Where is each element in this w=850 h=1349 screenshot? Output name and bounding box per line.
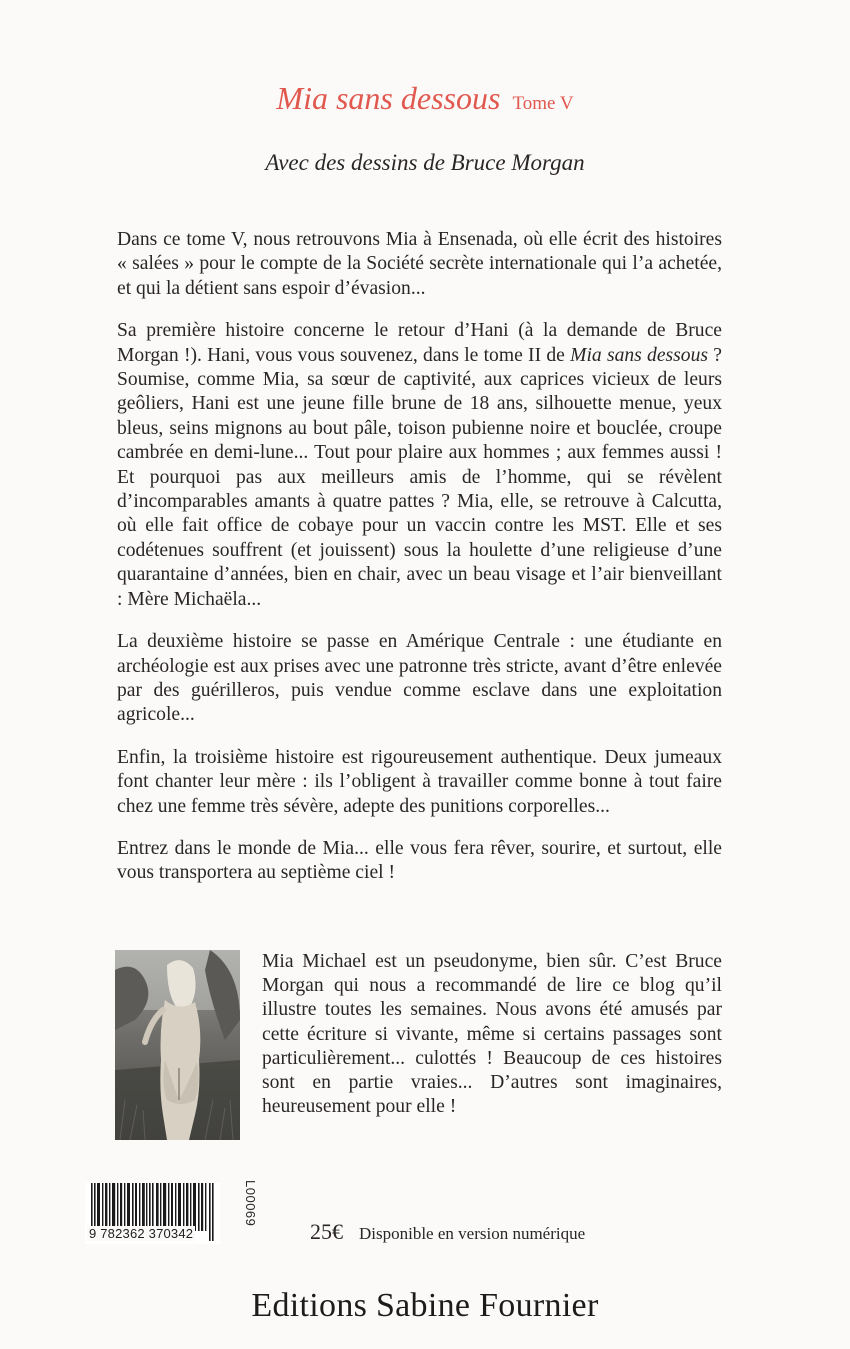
blurb (117, 228, 722, 904)
price-row (310, 1219, 585, 1245)
subtitle: Avec des dessins de Bruce Morgan (265, 150, 585, 175)
price: 25€ (310, 1219, 343, 1244)
paragraph-2-start: Sa première histoire concerne le retour d’Hani (à la demande de Bruce Morgan !). Hani, vous vous souvenez, dans le tome II de (117, 320, 722, 366)
author-photo (115, 950, 240, 1140)
paragraph-2-end: ? Soumise, comme Mia, sa sœur de captivité, aux caprices vicieux de leurs geôliers, Hani est une jeune fille brune de 18 ans, silhouette menue, yeux bleus, seins mignons au bout pâle, toison pubienne noire et bouclée, croupe cambrée en demi-lune... Tout pour plaire aux hommes ; aux femmes aussi ! Et pourquoi pas aux meilleurs amis de l’homme, qui se révèlent d’incomparables amants à quatre pattes ? Mia, elle, se retrouve à Calcutta, où elle fait office de cobaye pour un vaccin contre les MST. Elle et ses codétenues souffrent (et jouissent) sous la houlette d’une religieuse d’une quarantaine d’années, bien en chair, avec un beau visage et l’air bienveillant : Mère Michaëla... (117, 344, 722, 610)
tome-label: Tome V (512, 93, 574, 114)
paragraph-2-title: Mia sans dessous (570, 344, 709, 366)
paragraph-3: La deuxième histoire se passe en Amérique Centrale : une étudiante en archéologie est aux prises avec une patronne très stricte, avant d’être enlevée par des guérilleros, puis vendue comme esclave dans une exploitation agricole... (117, 631, 722, 726)
author-bio: Mia Michael est un pseudonyme, bien sûr. C’est Bruce Morgan qui nous a recommandé de lire ce blog qu’il illustre toutes les semaines. Nous avons été amusés par cette écriture si vivante, même si certains passages sont particulièrement... culottés ! Beaucoup de ces histoires sont en partie vraies... D’autres sont imaginaires, heureusement pour elle ! (262, 951, 722, 1118)
paragraph-4: Enfin, la troisième histoire est rigoureusement authentique. Deux jumeaux font chanter leur mère : ils l’obligent à travailler comme bonne à tout faire chez une femme très sévère, adepte des punitions corporelles... (117, 746, 722, 817)
vertical-code: L00069 (243, 1180, 258, 1227)
paragraph-5: Entrez dans le monde de Mia... elle vous fera rêver, sourire, et surtout, elle vous transportera au septième ciel ! (117, 837, 722, 884)
author-photo-image (115, 950, 240, 1140)
title-row (0, 80, 850, 117)
paragraph-1: Dans ce tome V, nous retrouvons Mia à Ensenada, où elle écrit des histoires « salées » pour le compte de la Société secrète internationale qui l’a achetée, et qui la détient sans espoir d’évasion... (117, 229, 722, 299)
book-title: Mia sans dessous (276, 80, 501, 116)
barcode-digits: 9 782362 370342 (89, 1226, 194, 1241)
paragraph-2 (117, 319, 722, 612)
availability-note: Disponible en version numérique (359, 1224, 586, 1243)
publisher: Editions Sabine Fournier (251, 1287, 599, 1324)
